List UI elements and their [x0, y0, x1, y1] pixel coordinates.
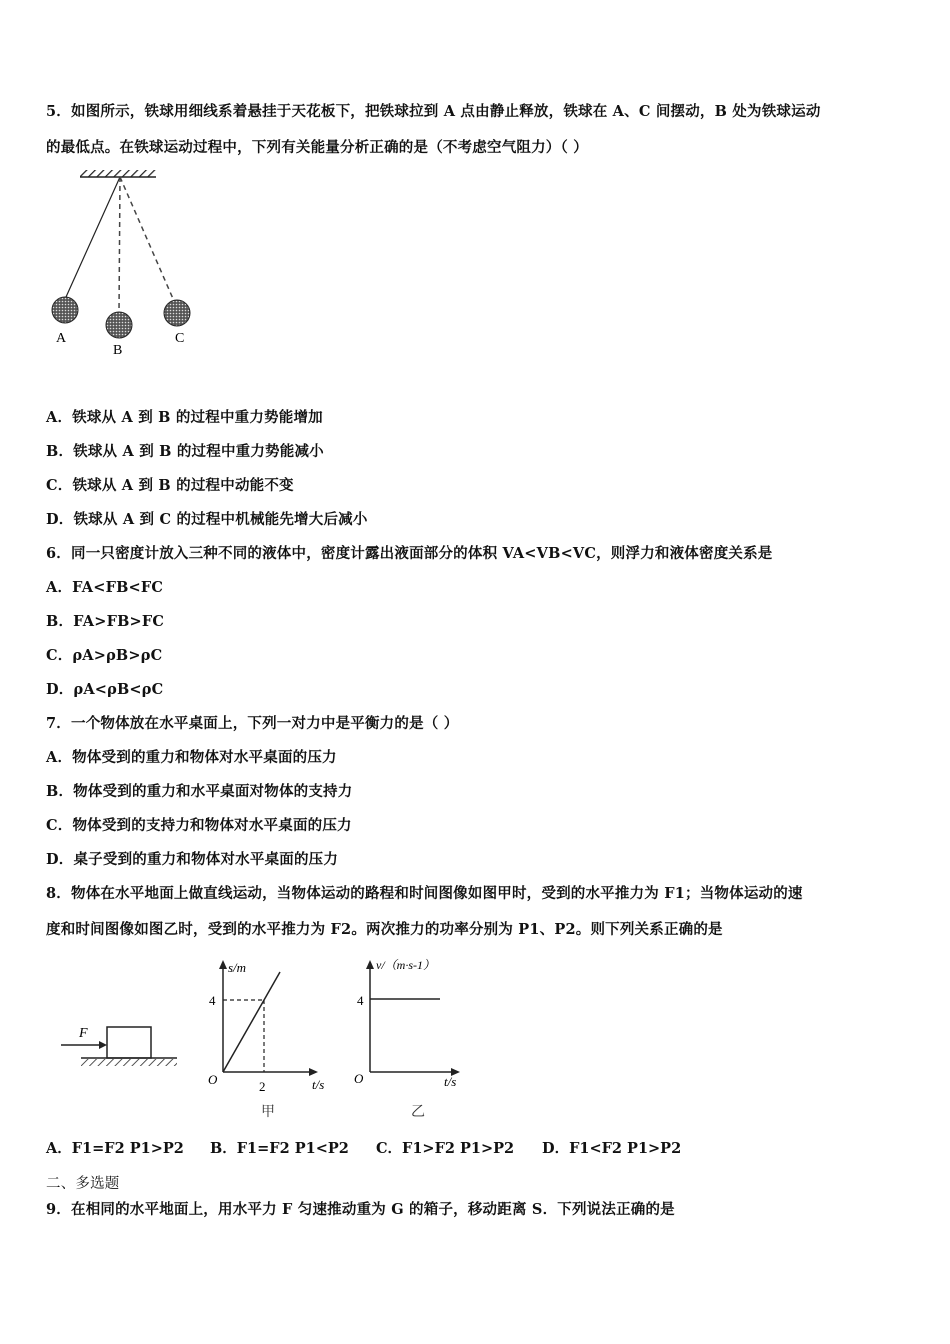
q8-stem-line1: 8．物体在水平地面上做直线运动，当物体运动的路程和时间图像如图甲时，受到的水平推力为 F1；当物体运动的速 — [46, 885, 803, 902]
label-a: A — [56, 331, 67, 346]
q6-option-a: A．FA<FB<FC — [46, 579, 164, 596]
q5-option-b: B．铁球从 A 到 B 的过程中重力势能减小 — [46, 443, 324, 460]
q5-stem-line1: 5．如图所示，铁球用细线系着悬挂于天花板下，把铁球拉到 A 点由静止释放，铁球在 A、C 间摆动，B 处为铁球运动 — [46, 103, 821, 120]
y-axis-label: v/（m·s-1） — [376, 958, 435, 972]
label-c: C — [175, 331, 185, 346]
q5-option-c: C．铁球从 A 到 B 的过程中动能不变 — [46, 477, 294, 494]
q5-stem — [46, 94, 908, 166]
label-b: B — [113, 343, 123, 358]
q7-option-c: C．物体受到的支持力和物体对水平桌面的压力 — [46, 817, 352, 834]
block — [107, 1027, 151, 1058]
block-figure — [55, 1015, 185, 1075]
force-label: F — [79, 1026, 88, 1041]
x-axis-label: t/s — [444, 1074, 457, 1089]
y-tick-label: 4 — [357, 993, 364, 1008]
caption-yi: 乙 — [411, 1105, 425, 1120]
ground-hatch — [81, 1059, 177, 1066]
q8-option-d: D．F1<F2 P1>P2 — [542, 1140, 682, 1157]
q6-option-c: C．ρA>ρB>ρC — [46, 647, 163, 664]
q5-option-d: D．铁球从 A 到 C 的过程中机械能先增大后减小 — [46, 511, 368, 528]
q6-option-d: D．ρA<ρB<ρC — [46, 681, 164, 698]
q5-option-a: A．铁球从 A 到 B 的过程中重力势能增加 — [46, 409, 323, 426]
ball-a — [52, 297, 78, 323]
q7-stem: 7．一个物体放在水平桌面上，下列一对力中是平衡力的是（ ） — [46, 715, 459, 732]
s-t-line — [223, 972, 280, 1072]
q7-option-b: B．物体受到的重力和水平桌面对物体的支持力 — [46, 783, 353, 800]
graph-v-t — [348, 952, 478, 1127]
q8-option-c: C．F1>F2 P1>P2 — [376, 1140, 515, 1157]
y-axis-label: s/m — [228, 960, 247, 975]
q7-option-a: A．物体受到的重力和物体对水平桌面的压力 — [46, 749, 337, 766]
origin-label: O — [354, 1071, 364, 1086]
string-b — [119, 177, 120, 313]
section-title: 二、多选题 — [46, 1176, 120, 1192]
q8-stem-line2: 度和时间图像如图乙时，受到的水平推力为 F2。两次推力的功率分别为 P1、P2。则下列关系正确的是 — [46, 921, 723, 938]
origin-label: O — [208, 1072, 218, 1087]
y-tick-label: 4 — [209, 993, 216, 1008]
string-a — [66, 177, 120, 297]
q6-option-b: B．FA>FB>FC — [46, 613, 165, 630]
graph-s-t — [200, 952, 340, 1127]
q6-stem: 6．同一只密度计放入三种不同的液体中，密度计露出液面部分的体积 VA<VB<VC，则浮力和液体密度关系是 — [46, 545, 773, 562]
q5-stem-line2: 的最低点。在铁球运动过程中，下列有关能量分析正确的是（不考虑空气阻力）（ ） — [46, 139, 588, 156]
string-c — [120, 177, 174, 301]
caption-jia: 甲 — [261, 1105, 275, 1120]
y-axis-arrow — [219, 960, 227, 969]
force-arrow-head — [99, 1041, 107, 1049]
ball-b — [106, 312, 132, 338]
x-axis-label: t/s — [312, 1077, 325, 1092]
ceiling-hatch — [80, 170, 156, 177]
q8-option-a: A．F1=F2 P1>P2 — [46, 1140, 184, 1157]
ball-c — [164, 300, 190, 326]
q7-option-d: D．桌子受到的重力和物体对水平桌面的压力 — [46, 851, 339, 868]
q9-stem: 9．在相同的水平地面上，用水平力 F 匀速推动重为 G 的箱子，移动距离 S．下列说法正确的是 — [46, 1201, 675, 1218]
y-axis-arrow — [366, 960, 374, 969]
q8-stem — [46, 876, 908, 948]
x-axis-arrow — [309, 1068, 318, 1076]
x-tick-label: 2 — [259, 1079, 266, 1094]
pendulum-figure — [40, 165, 210, 360]
q8-option-b: B．F1=F2 P1<P2 — [210, 1140, 349, 1157]
